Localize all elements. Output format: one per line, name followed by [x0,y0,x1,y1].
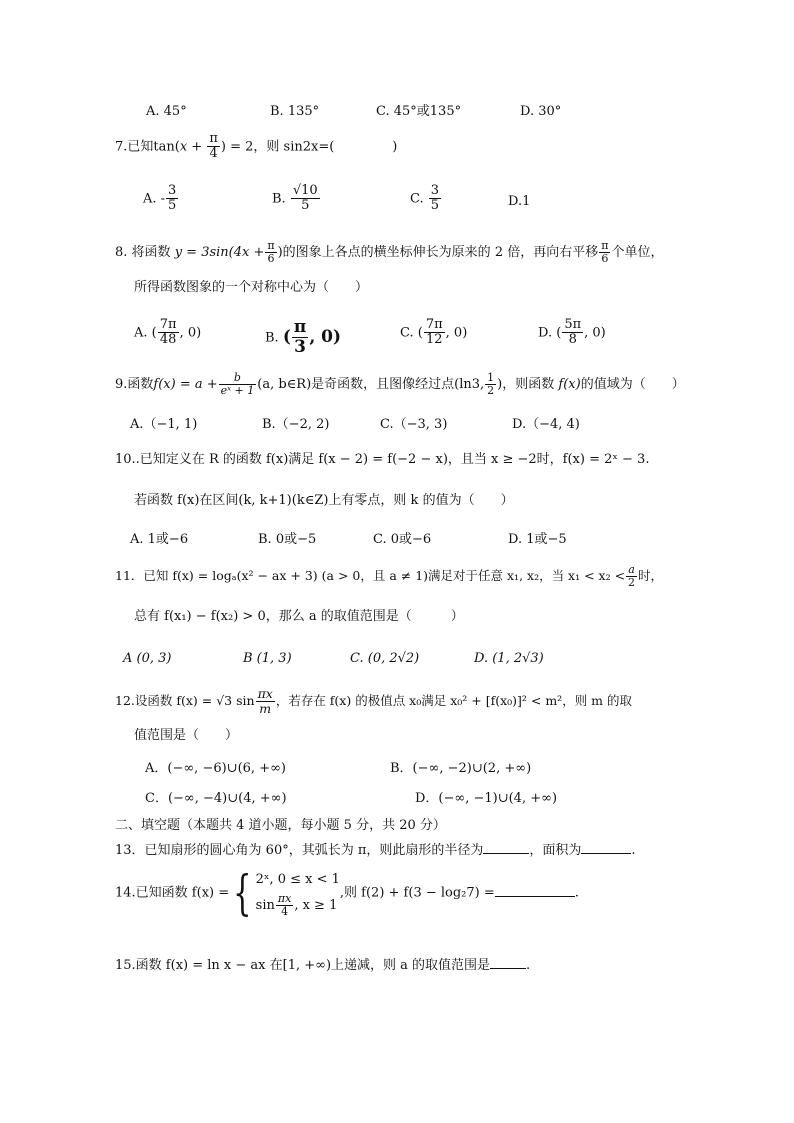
q7-opt-a-frac [166,184,178,214]
q7-opt-b-frac [291,184,320,214]
q8-pi-over-6 [265,240,276,265]
q9-half-num: 1 [487,371,495,384]
q14-brace: { [233,865,252,922]
q8-opt-c-open: ( [417,325,423,341]
q8-opt-b-den: 3 [294,336,307,357]
question-15 [115,958,530,974]
q10-line1: 10..已知定义在 R 的函数 f(x)满足 f(x − 2) = f(−2 − x)，且当 x ≥ −2时，f(x) = 2ˣ − 3. [115,452,650,467]
q8-opt-c-num: 7π [425,317,443,332]
q14-pre: 14.已知函数 f(x) = [115,885,230,901]
q8-opt-d-den: 8 [568,332,577,348]
q12-option-c: C．(−∞, −4)∪(4, +∞) [145,791,287,806]
q9-frac-num: b [219,372,257,385]
q9-text4: 的值域为（ ） [580,377,685,393]
q6-option-b: B. 135° [270,104,320,119]
question-8 [115,240,663,265]
q8-opt-d-num: 5π [564,317,582,332]
q7-opt-c-den: 5 [430,198,440,214]
q14-case2-frac [276,893,293,918]
q7-prefix: 7.已知 [115,139,154,155]
q14-cases [256,868,340,918]
q12-line2: 值范围是（ ） [134,728,239,743]
q11-option-d: D. (1, 2√3) [474,651,544,666]
q7-opt-b-label: B. [272,191,286,207]
q9-frac-den: eˣ + 1 [220,384,255,398]
q8-opt-b-frac [292,318,308,356]
question-11 [115,564,663,589]
q8-opt-b-label: B. [265,330,279,346]
q12-frac [256,687,275,716]
q10-option-b: B. 0或−5 [258,532,317,547]
q9-text3: f(x) [558,377,581,393]
q15-pre: 15.函数 f(x) = ln x − ax 在[1, +∞)上递减，则 a 的取值范围是 [115,958,491,973]
q7-paren-close: ) [392,139,398,155]
q14-case2-den: 4 [281,904,289,918]
q8-shift-num: π [601,239,609,252]
q7-option-d: D.1 [508,194,531,209]
q12-frac-num: πx [257,686,273,701]
q7-opt-b-den: 5 [301,198,310,214]
q8-option-b [265,318,341,356]
q14-case1: 2ˣ, 0 ≤ x < 1 [255,872,340,887]
q11-line1-pre: 11．已知 f(x) = logₐ(x² − ax + 3) (a > 0，且 a ≠ 1)满足对于任意 x₁, x₂，当 x₁ < x₂ < [115,568,626,584]
q9-text1: (a, b∈R)是奇函数，且图像经过点(ln3, [257,377,485,393]
q8-opt-b-open: ( [282,326,291,347]
q8-opt-d-open: ( [556,325,562,341]
q14-case2 [256,893,340,919]
q13-pre: 13．已知扇形的圆心角为 60°，其弧长为 π，则此扇形的半径为 [115,843,484,858]
q9-half [485,372,496,397]
q7-option-a [143,184,179,214]
q6-option-c: C. 45°或135° [376,104,462,119]
q8-frac-num: π [267,239,275,252]
q10-option-c: C. 0或−6 [373,532,432,547]
q13-blank-area[interactable] [581,853,631,854]
q8-prefix: 8. 将函数 [115,245,171,261]
q9-fx: f(x) = a + [153,377,218,393]
q14-end: . [574,885,579,901]
q8-opt-c-frac [424,318,445,348]
question-14 [115,865,579,922]
q10-line2: 若函数 f(x)在区间(k, k+1)(k∈Z)上有零点，则 k 的值为（ ） [134,493,514,508]
q7-opt-c-num: 3 [430,183,440,198]
q7-expr-left: tan( [153,139,180,155]
q7-expr-right: ) = 2，则 sin2x=( [220,139,335,155]
q8-opt-d-frac [562,318,583,348]
q8-option-a [134,318,201,348]
q8-text1: )的图象上各点的横坐标伸长为原来的 2 倍，再向右平移 [277,245,599,261]
q7-opt-a-label: A. - [143,191,166,207]
q6-option-a: A. 45° [146,104,187,119]
q14-post: ,则 f(2) + f(3 − log₂7) = [339,885,495,901]
q8-option-d [538,318,606,348]
q11-option-c: C. (0, 2√2) [350,651,420,666]
q8-opt-a-den: 48 [159,332,177,348]
q12-option-a: A．(−∞, −6)∪(6, +∞) [145,761,286,776]
q7-frac-den: 4 [209,146,218,162]
q8-opt-a-label: A. [134,325,148,341]
question-7 [115,132,397,162]
q12-post: ，若存在 f(x) 的极值点 x₀满足 x₀² + [f(x₀)]² < m²，则 m 的取 [275,692,632,708]
q8-opt-b-num: π [293,317,307,337]
q8-function: y = 3sin(4x + [174,245,265,261]
q8-opt-a-frac [158,318,179,348]
q10-option-d: D. 1或−5 [508,532,567,547]
q11-option-b: B (1, 3) [243,651,292,666]
q12-option-d: D．(−∞, −1)∪(4, +∞) [415,791,558,806]
q7-opt-a-den: 5 [168,198,177,214]
q7-opt-c-frac [429,184,441,214]
q9-option-c: C.（−3, 3) [380,417,448,432]
q8-opt-a-num: 7π [159,317,177,332]
q12-frac-den: m [259,700,272,716]
q14-blank[interactable] [495,896,575,897]
q11-line2: 总有 f(x₁) − f(x₂) > 0，那么 a 的取值范围是（ ） [134,609,464,624]
question-12 [115,687,632,716]
question-9 [115,372,685,397]
q7-option-b [272,184,321,214]
q9-option-b: B.（−2, 2) [262,417,330,432]
q8-text2: 个单位， [611,245,664,261]
q8-opt-b-zero: , 0) [309,326,342,347]
q8-opt-a-zero: , 0) [179,325,202,341]
q13-end: . [631,843,636,858]
q9-frac [219,372,257,397]
q14-case2-post: , x ≥ 1 [294,897,338,913]
q8-line2: 所得函数图象的一个对称中心为（ ） [134,280,369,295]
q11-frac-num: a [626,564,637,577]
q7-var: x [179,139,188,155]
q11-line1-post: 时， [638,568,664,584]
q11-frac [626,564,637,589]
q7-opt-c-label: C. [410,191,424,207]
q8-opt-a-open: ( [151,325,157,341]
q8-opt-d-label: D. [538,325,553,341]
q9-option-a: A.（−1, 1) [130,417,198,432]
q13-mid: ，面积为 [529,843,582,858]
section-2-heading: 二、填空题（本题共 4 道小题，每小题 5 分，共 20 分） [115,818,446,833]
q8-frac-den: 6 [267,252,275,266]
q8-opt-d-zero: , 0) [584,325,606,341]
q9-prefix: 9.函数 [115,377,154,393]
q15-end: . [526,958,531,973]
q7-option-c [410,184,442,214]
q13-blank-radius[interactable] [483,853,529,854]
q8-opt-c-label: C. [400,325,414,341]
q12-option-b: B．(−∞, −2)∪(2, +∞) [390,761,532,776]
q7-opt-b-num: √10 [292,183,318,198]
q12-pre: 12.设函数 f(x) = √3 sin [115,692,255,708]
q7-opt-a-num: 3 [168,183,177,198]
q8-shift-den: 6 [601,252,609,266]
q10-option-a: A. 1或−6 [130,532,189,547]
q8-opt-c-zero: , 0) [445,325,468,341]
q14-case2-pre: sin [255,897,275,913]
q7-plus: + [187,139,207,155]
q8-shift-frac [599,240,610,265]
q15-blank[interactable] [490,968,526,969]
q11-frac-den: 2 [628,576,636,590]
q11-option-a: A (0, 3) [123,651,172,666]
q9-text2: )，则函数 [497,377,555,393]
q14-case2-num: πx [277,891,292,905]
question-13 [115,843,636,859]
q8-option-c [400,318,467,348]
q9-half-den: 2 [487,384,495,398]
q8-opt-c-den: 12 [425,332,443,348]
q7-frac-num: π [209,131,218,146]
q9-option-d: D.（−4, 4) [512,417,580,432]
q6-option-d: D. 30° [520,104,562,119]
q7-pi-over-4 [207,132,220,162]
